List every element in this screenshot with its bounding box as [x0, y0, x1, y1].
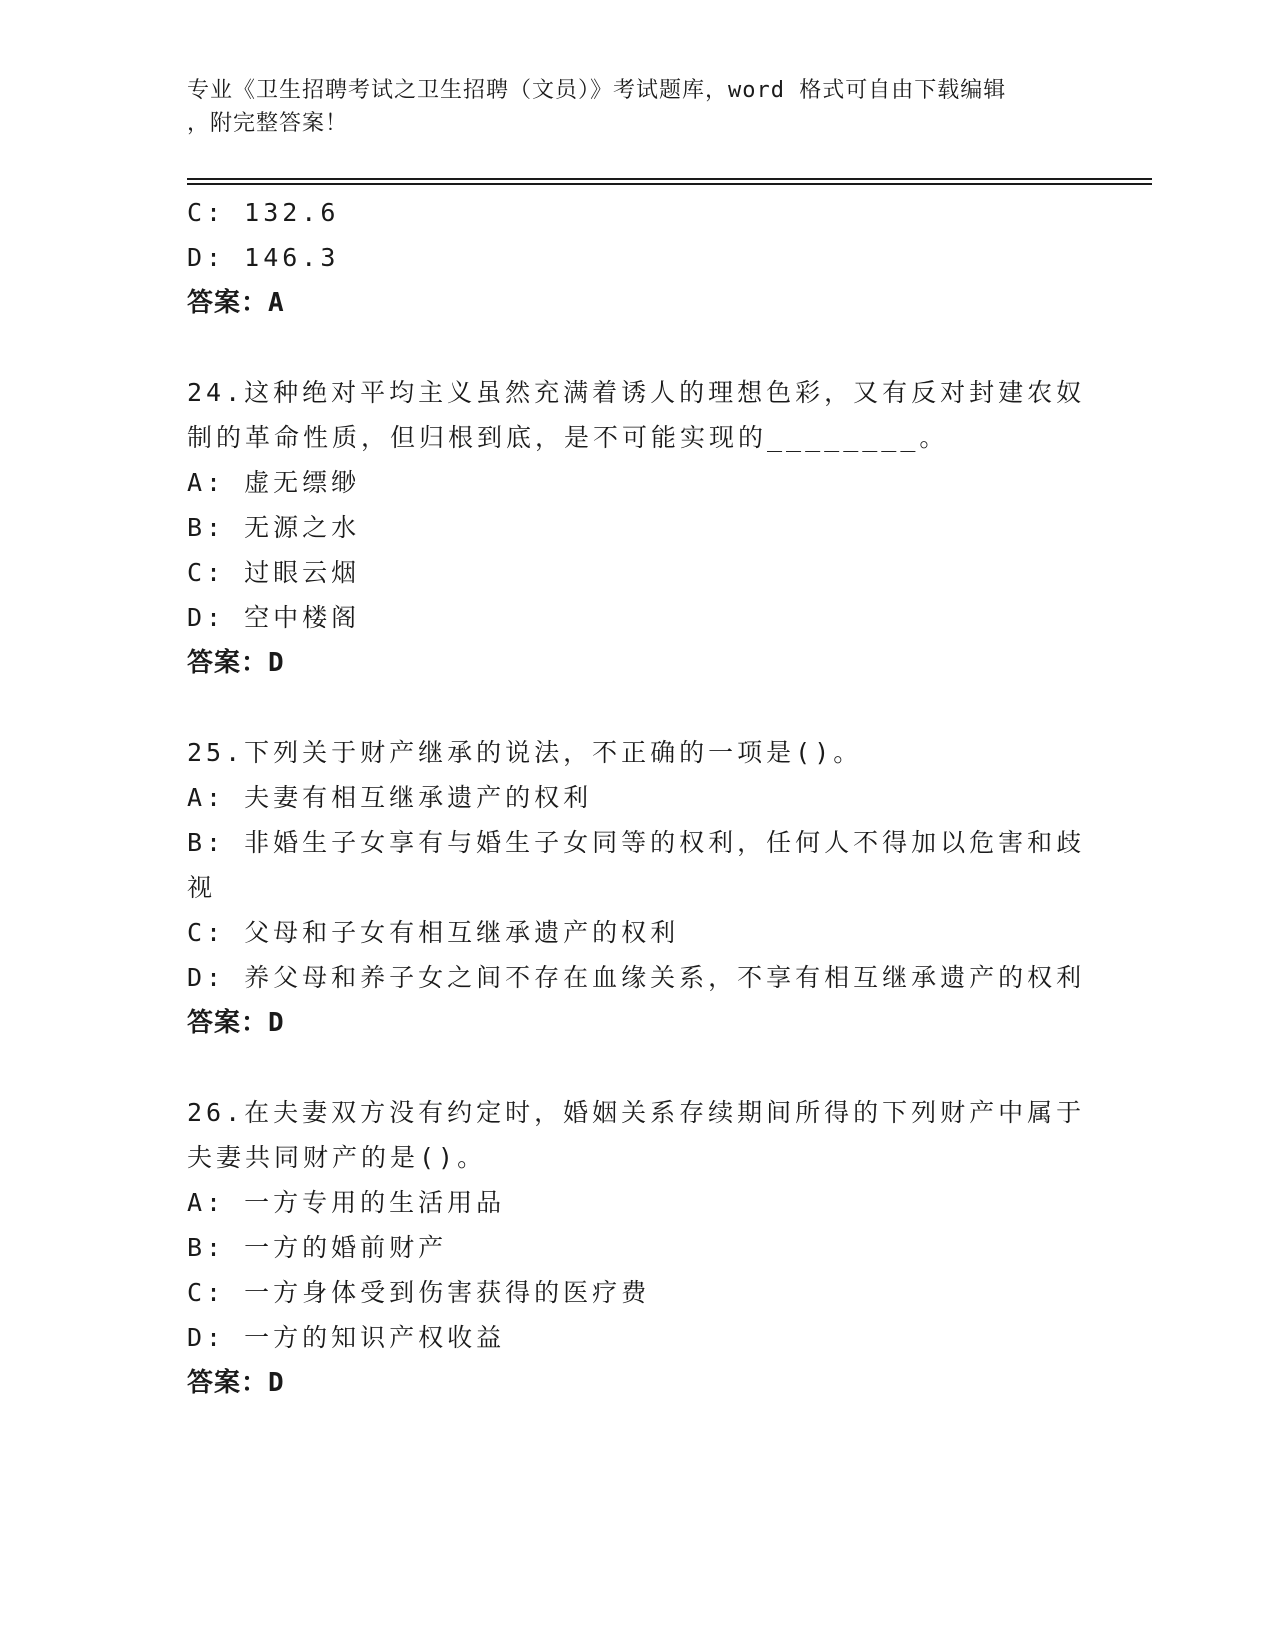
question-24-option-c: C: 过眼云烟: [187, 558, 361, 587]
question-25-option-d: D: 养父母和养子女之间不存在血缘关系，不享有相互继承遗产的权利: [187, 963, 1086, 992]
question-26-line-2: 夫妻共同财产的是()。: [187, 1143, 487, 1172]
question-25-line-1: 25.下列关于财产继承的说法，不正确的一项是()。: [187, 738, 863, 767]
question-25-option-c: C: 父母和子女有相互继承遗产的权利: [187, 918, 680, 947]
question-24-option-d: D: 空中楼阁: [187, 603, 361, 632]
question-24-line-2: 制的革命性质，但归根到底，是不可能实现的________。: [187, 423, 949, 452]
question-25-option-b-line-1: B: 非婚生子女享有与婚生子女同等的权利，任何人不得加以危害和歧: [187, 828, 1086, 857]
question-24-answer: 答案：D: [187, 648, 285, 678]
question-26-option-b: B: 一方的婚前财产: [187, 1233, 448, 1262]
document-header: [187, 74, 1077, 140]
answer: 答案：A: [187, 288, 285, 318]
question-26-option-c: C: 一方身体受到伤害获得的医疗费: [187, 1278, 651, 1307]
option-c: C: 132.6: [187, 198, 340, 227]
header-line-1: 专业《卫生招聘考试之卫生招聘（文员）》考试题库，word 格式可自由下载编辑: [187, 78, 1007, 103]
question-26-option-d: D: 一方的知识产权收益: [187, 1323, 506, 1352]
question-25-option-a: A: 夫妻有相互继承遗产的权利: [187, 783, 593, 812]
header-rule-top: [187, 178, 1152, 180]
question-25-answer: 答案：D: [187, 1008, 285, 1038]
question-26-answer: 答案：D: [187, 1368, 285, 1398]
question-24-option-a: A: 虚无缥缈: [187, 468, 361, 497]
question-24-line-1: 24.这种绝对平均主义虽然充满着诱人的理想色彩，又有反对封建农奴: [187, 378, 1086, 407]
question-24-option-b: B: 无源之水: [187, 513, 361, 542]
header-line-2: ，附完整答案！: [187, 111, 349, 136]
question-26-line-1: 26.在夫妻双方没有约定时，婚姻关系存续期间所得的下列财产中属于: [187, 1098, 1086, 1127]
question-26-option-a: A: 一方专用的生活用品: [187, 1188, 506, 1217]
question-25-option-b-line-2: 视: [187, 873, 217, 902]
header-rule-bottom: [187, 183, 1152, 185]
option-d: D: 146.3: [187, 243, 340, 272]
